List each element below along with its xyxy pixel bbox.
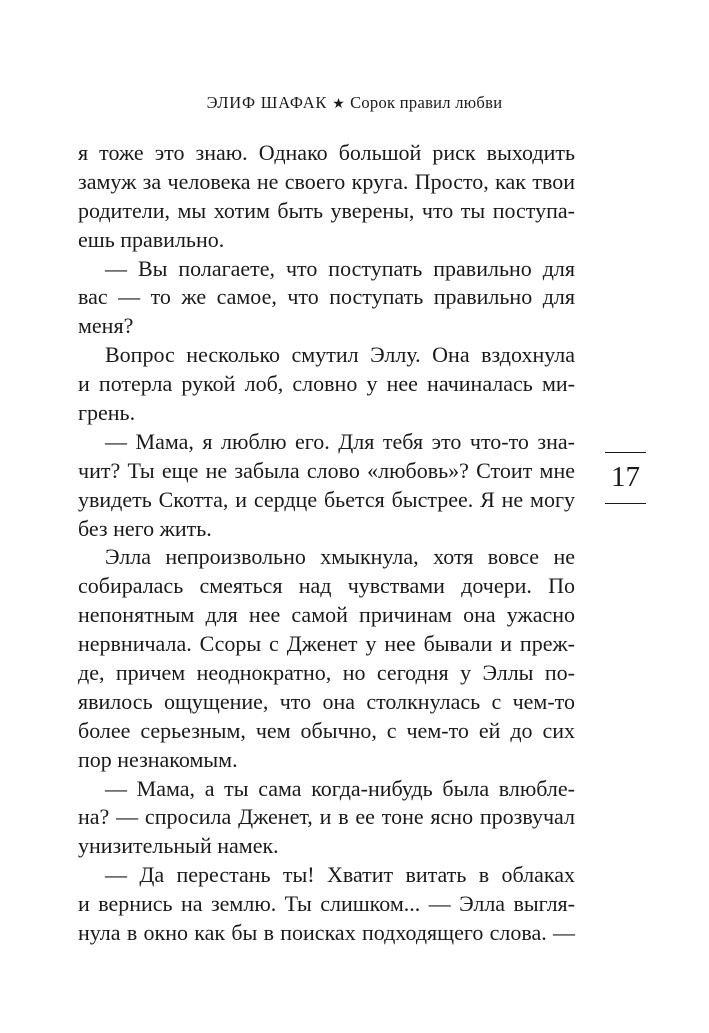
text-line: нервничала. Ссоры с Дженет у нее бывали и преж- xyxy=(78,631,575,657)
text-line: я тоже это знаю. Однако большой риск выходить xyxy=(78,140,575,165)
text-line: более серьезным, чем обычно, с чем-то ей до сих xyxy=(78,717,575,743)
text-line: де, причем неоднократно, но сегодня у Эллы по- xyxy=(78,660,575,686)
header-book-title: Сорок правил любви xyxy=(350,93,503,112)
body-text xyxy=(78,139,575,948)
text-line: — Мама, а ты сама когда-нибудь была влюбле- xyxy=(105,775,575,801)
text-line: родители, мы хотим быть уверены, что ты поступа- xyxy=(78,197,575,223)
text-line: вас — то же самое, что поступать правильно для xyxy=(78,284,575,310)
text-line: непонятным для нее самой причинам она ужасно xyxy=(78,602,575,628)
text-line: увидеть Скотта, и сердце бьется быстрее. Я не могу xyxy=(78,486,575,512)
text-line: — Мама, я люблю его. Для тебя это что-то зна- xyxy=(105,428,575,454)
running-header xyxy=(0,93,709,113)
text-line: унизительный намек. xyxy=(78,833,279,859)
page-number-box xyxy=(605,452,646,504)
text-line: и вернись на землю. Ты слишком... — Элла выгля- xyxy=(78,891,575,917)
text-line: Элла непроизвольно хмыкнула, хотя вовсе не xyxy=(105,544,575,570)
text-line: и потерла рукой лоб, словно у нее начиналась ми- xyxy=(78,371,575,397)
text-line: собиралась смеяться над чувствами дочери. По xyxy=(78,573,575,599)
text-line: пор незнакомым. xyxy=(78,746,238,772)
text-line: без него жить. xyxy=(78,515,212,541)
text-line: замуж за человека не своего круга. Просто, как твои xyxy=(78,168,575,194)
page-number: 17 xyxy=(611,461,640,493)
header-author: ЭЛИФ ШАФАК xyxy=(206,93,328,112)
text-line: явилось ощущение, что она столкнулась с чем-то xyxy=(78,688,575,714)
text-line: Вопрос несколько смутил Эллу. Она вздохнула xyxy=(105,342,575,368)
star-separator-icon: ★ xyxy=(332,97,346,112)
text-line: нула в окно как бы в поисках подходящего слова. — xyxy=(78,920,575,946)
text-line: ешь правильно. xyxy=(78,226,225,252)
text-line: — Да перестань ты! Хватит витать в облаках xyxy=(105,862,575,888)
text-line: грень. xyxy=(78,400,136,426)
text-line: меня? xyxy=(78,313,134,339)
text-line: — Вы полагаете, что поступать правильно для xyxy=(105,255,575,281)
text-line: чит? Ты еще не забыла слово «любовь»? Стоит мне xyxy=(78,457,575,483)
text-line: на? — спросила Дженет, и в ее тоне ясно прозвучал xyxy=(78,804,575,830)
